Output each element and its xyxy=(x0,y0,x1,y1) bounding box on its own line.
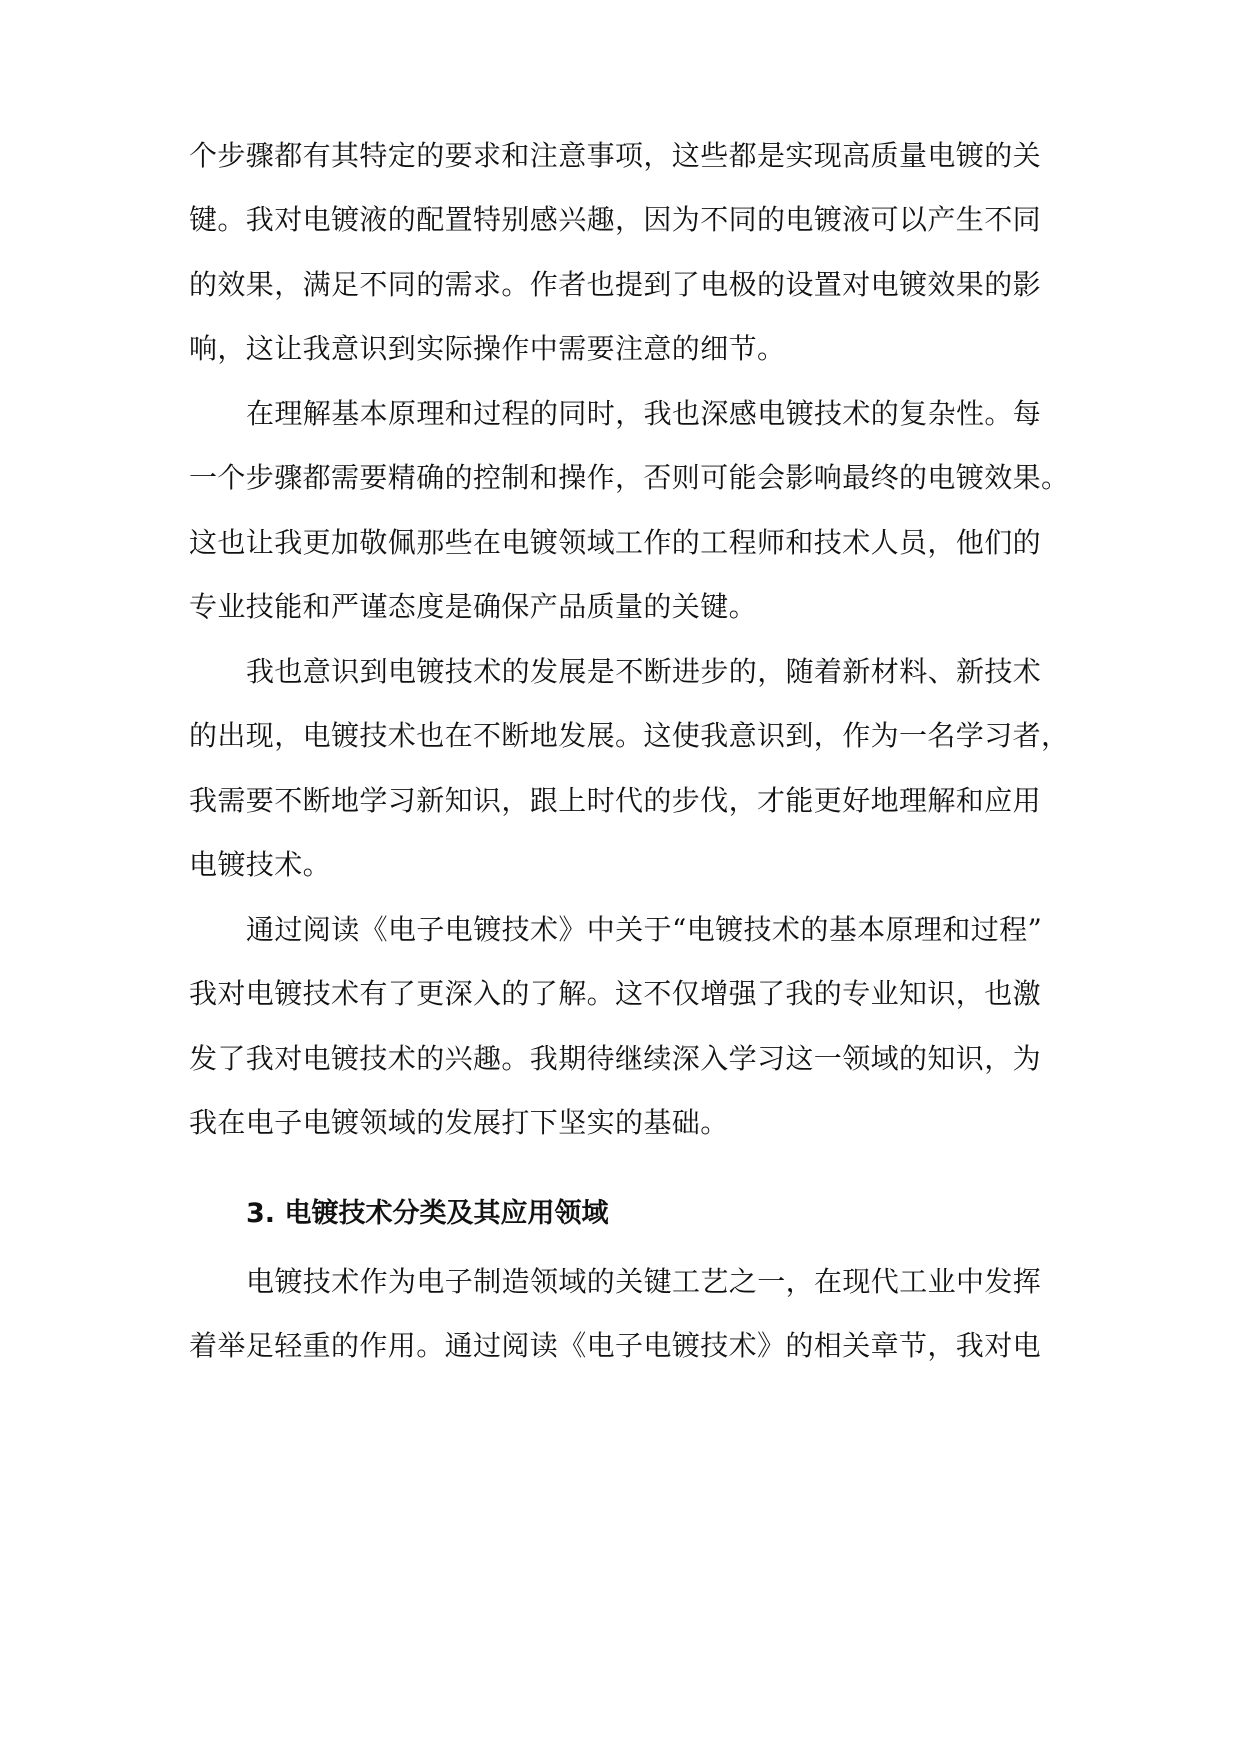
paragraph-1-line-4: 响，这让我意识到实际操作中需要注意的细节。 xyxy=(189,332,786,365)
paragraph-4-line-3: 发了我对电镀技术的兴趣。我期待继续深入学习这一领域的知识，为 xyxy=(189,1042,1042,1075)
paragraph-3-line-4: 电镀技术。 xyxy=(189,848,332,881)
paragraph-2-line-4: 专业技能和严谨态度是确保产品质量的关键。 xyxy=(189,590,758,623)
paragraph-4-line-1: 通过阅读《电子电镀技术》中关于“电镀技术的基本原理和过程” xyxy=(246,913,1043,946)
paragraph-5-line-1: 电镀技术作为电子制造领域的关键工艺之一，在现代工业中发挥 xyxy=(246,1265,1042,1298)
paragraph-3-line-3: 我需要不断地学习新知识，跟上时代的步伐，才能更好地理解和应用 xyxy=(189,784,1042,817)
section-heading: 3. 电镀技术分类及其应用领域 xyxy=(246,1198,609,1229)
paragraph-1-line-3: 的效果，满足不同的需求。作者也提到了电极的设置对电镀效果的影 xyxy=(189,268,1042,301)
paragraph-4-line-4: 我在电子电镀领域的发展打下坚实的基础。 xyxy=(189,1106,729,1139)
paragraph-1-line-2: 键。我对电镀液的配置特别感兴趣，因为不同的电镀液可以产生不同 xyxy=(189,203,1042,236)
paragraph-2-line-3: 这也让我更加敬佩那些在电镀领域工作的工程师和技术人员，他们的 xyxy=(189,526,1042,559)
paragraph-5-line-2: 着举足轻重的作用。通过阅读《电子电镀技术》的相关章节，我对电 xyxy=(189,1329,1042,1362)
paragraph-2-line-1: 在理解基本原理和过程的同时，我也深感电镀技术的复杂性。每 xyxy=(246,397,1042,430)
paragraph-3-line-2: 的出现，电镀技术也在不断地发展。这使我意识到，作为一名学习者， xyxy=(189,719,1070,752)
paragraph-2-line-2: 一个步骤都需要精确的控制和操作，否则可能会影响最终的电镀效果。 xyxy=(189,461,1070,494)
paragraph-1-line-1: 个步骤都有其特定的要求和注意事项，这些都是实现高质量电镀的关 xyxy=(189,139,1042,172)
paragraph-4-line-2: 我对电镀技术有了更深入的了解。这不仅增强了我的专业知识，也激 xyxy=(189,977,1042,1010)
paragraph-3-line-1: 我也意识到电镀技术的发展是不断进步的，随着新材料、新技术 xyxy=(246,655,1042,688)
